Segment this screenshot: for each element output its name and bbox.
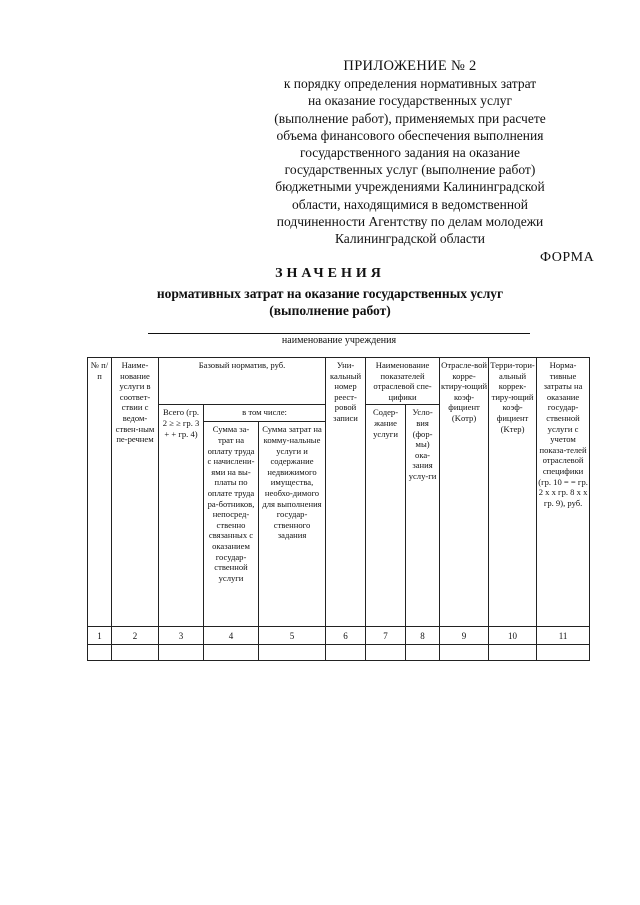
header-cell-utility-costs: Сумма затрат на комму-нальные услуги и содержание недвижимого имущества, необхо-димого для выполнения государ-ственного задания: [259, 422, 326, 627]
appendix-line: (выполнение работ), применяемых при расчете: [274, 110, 546, 126]
table-cell: [537, 645, 590, 661]
document-subtitle: [110, 285, 550, 319]
header-cell-unique-number: Уни-кальный номер реест-ровой записи: [326, 358, 366, 627]
header-cell-normative-costs: Норма-тивные затраты на оказание государ-ственной услуги с учетом показа-телей отраслевой специфики (гр. 10 = = гр. 2 х х гр. 8 х х гр. 9), руб.: [537, 358, 590, 627]
appendix-line: области, находящимися в ведомственной: [291, 196, 529, 212]
column-number: 7: [366, 627, 406, 645]
header-cell-service-content: Содер-жание услуги: [366, 405, 406, 627]
header-cell-total: Всего (гр. 2 ≥ ≥ гр. 3 + + гр. 4): [159, 405, 204, 627]
appendix-line: Калининградской области: [334, 231, 486, 247]
column-number: 2: [112, 627, 159, 645]
header-cell-service-conditions: Усло-вия (фор-мы) ока-зания услу-ги: [406, 405, 440, 627]
table-cell: [88, 645, 112, 661]
appendix-line: государственного задания на оказание: [300, 145, 520, 161]
appendix-line: к порядку определения нормативных затрат: [283, 76, 537, 92]
table-cell: [440, 645, 489, 661]
appendix-line: подчиненности Агентству по делам молодежи: [276, 213, 544, 229]
column-number: 4: [204, 627, 259, 645]
header-cell-service-name: Наиме-нование услуги в соответ-ствии с ведом-ствен-ным пе-речнем: [112, 358, 159, 627]
header-cell-base-norm: Базовый норматив, руб.: [159, 358, 326, 405]
header-cell-industry-coef: Отрасле-вой корре-ктиру-ющий коэф-фициент (Kотр): [440, 358, 489, 627]
institution-caption: наименование учреждения: [281, 335, 397, 346]
table-cell: [259, 645, 326, 661]
table-cell: [489, 645, 537, 661]
table-cell: [406, 645, 440, 661]
column-numbers-row: [88, 627, 590, 645]
cost-values-table: [87, 357, 590, 661]
document-title: ЗНАЧЕНИЯ: [275, 266, 385, 281]
appendix-line: бюджетными учреждениями Калининградской: [275, 179, 545, 195]
subtitle-line: (выполнение работ): [269, 303, 391, 318]
table-cell: [366, 645, 406, 661]
header-cell-number: № п/п: [88, 358, 112, 627]
subtitle-line: нормативных затрат на оказание государственных услуг: [156, 286, 504, 301]
column-number: 1: [88, 627, 112, 645]
table-cell: [159, 645, 204, 661]
table-cell: [326, 645, 366, 661]
institution-name-line: [148, 333, 530, 334]
table-cell: [204, 645, 259, 661]
appendix-block: [250, 58, 570, 247]
column-number: 5: [259, 627, 326, 645]
table-cell: [112, 645, 159, 661]
column-number: 6: [326, 627, 366, 645]
appendix-line: на оказание государственных услуг: [307, 93, 513, 109]
header-cell-territorial-coef: Терри-тори-альный коррек-тиру-ющий коэф-фициент (Kтер): [489, 358, 537, 627]
header-cell-including: в том числе:: [204, 405, 326, 422]
table-row: [88, 645, 590, 661]
appendix-line: объема финансового обеспечения выполнения: [276, 127, 544, 143]
header-cell-industry-indicators: Наименование показателей отраслевой спе-цифики: [366, 358, 440, 405]
column-number: 10: [489, 627, 537, 645]
form-label: ФОРМА: [540, 250, 595, 265]
column-number: 8: [406, 627, 440, 645]
appendix-line: государственных услуг (выполнение работ): [284, 162, 536, 178]
column-number: 9: [440, 627, 489, 645]
appendix-header: ПРИЛОЖЕНИЕ № 2: [343, 58, 477, 74]
column-number: 11: [537, 627, 590, 645]
header-cell-labor-costs: Сумма за-трат на оплату труда с начислени-ями на вы-платы по оплате труда ра-ботников, непосред-ственно связанных с оказанием государ-ственной услуги: [204, 422, 259, 627]
column-number: 3: [159, 627, 204, 645]
